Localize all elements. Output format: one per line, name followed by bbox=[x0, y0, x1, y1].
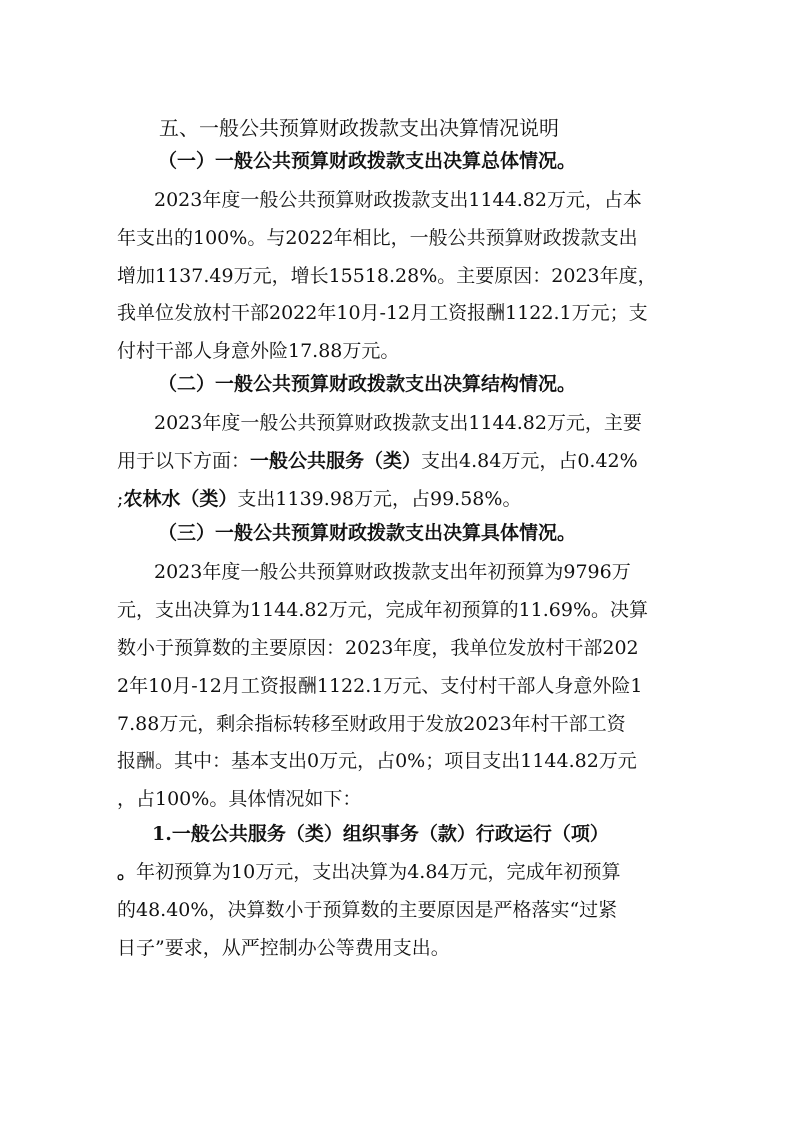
subsection-heading-overall: （一）一般公共预算财政拨款支出决算总体情况。 bbox=[158, 150, 577, 172]
paragraph-line: 付村干部人身意外险17.88万元。 bbox=[117, 340, 400, 362]
text-segment: ; bbox=[117, 488, 124, 510]
text-segment: 年初预算为10万元，支出决算为4.84万元，完成年初预算 bbox=[136, 861, 621, 883]
paragraph-line: 2023年度一般公共预算财政拨款支出1144.82万元，主要 bbox=[154, 412, 642, 434]
paragraph-line: 2023年度一般公共预算财政拨款支出1144.82万元，占本 bbox=[154, 189, 642, 211]
paragraph-line: 增加1137.49万元，增长15518.28%。主要原因：2023年度， bbox=[117, 265, 657, 287]
paragraph-line: 报酬。其中：基本支出0万元，占0%；项目支出1144.82万元 bbox=[117, 750, 637, 772]
emphasis-category-agriculture: 农林水（类） bbox=[123, 488, 238, 510]
paragraph-line: 2023年度一般公共预算财政拨款支出年初预算为9796万 bbox=[154, 561, 631, 583]
subsection-heading-details: （三）一般公共预算财政拨款支出决算具体情况。 bbox=[158, 522, 577, 544]
paragraph-line: 的48.40%，决算数小于预算数的主要原因是严格落实“过紧 bbox=[117, 899, 618, 921]
paragraph-line-structure bbox=[117, 447, 687, 475]
text-segment: 。 bbox=[117, 861, 137, 883]
text-segment: 支出1139.98万元，占99.58%。 bbox=[237, 488, 522, 510]
paragraph-line: 我单位发放村干部2022年10月-12月工资报酬1122.1万元；支 bbox=[117, 302, 648, 324]
paragraph-line bbox=[117, 858, 687, 886]
paragraph-line: 年支出的100%。与2022年相比，一般公共预算财政拨款支出 bbox=[117, 227, 638, 249]
text-segment: 支出4.84万元，占0.42% bbox=[421, 450, 638, 472]
paragraph-line: 2年10月-12月工资报酬1122.1万元、支付村干部人身意外险1 bbox=[117, 675, 643, 697]
item-heading-general-services: 1.一般公共服务（类）组织事务（款）行政运行（项） bbox=[152, 823, 609, 845]
section-title: 五、一般公共预算财政拨款支出决算情况说明 bbox=[159, 116, 559, 140]
paragraph-line: 元，支出决算为1144.82万元，完成年初预算的11.69%。决算 bbox=[117, 599, 649, 621]
paragraph-line-structure bbox=[117, 485, 687, 513]
paragraph-line: 日子”要求，从严控制办公等费用支出。 bbox=[117, 937, 450, 959]
paragraph-line: 7.88万元，剩余指标转移至财政用于发放2023年村干部工资 bbox=[117, 713, 626, 735]
subsection-heading-structure: （二）一般公共预算财政拨款支出决算结构情况。 bbox=[158, 373, 577, 395]
emphasis-category-general-services: 一般公共服务（类） bbox=[250, 450, 422, 472]
paragraph-line: 数小于预算数的主要原因：2023年度，我单位发放村干部202 bbox=[117, 637, 639, 659]
paragraph-line: ，占100%。具体情况如下： bbox=[117, 788, 362, 810]
text-segment: 用于以下方面： bbox=[117, 450, 251, 472]
